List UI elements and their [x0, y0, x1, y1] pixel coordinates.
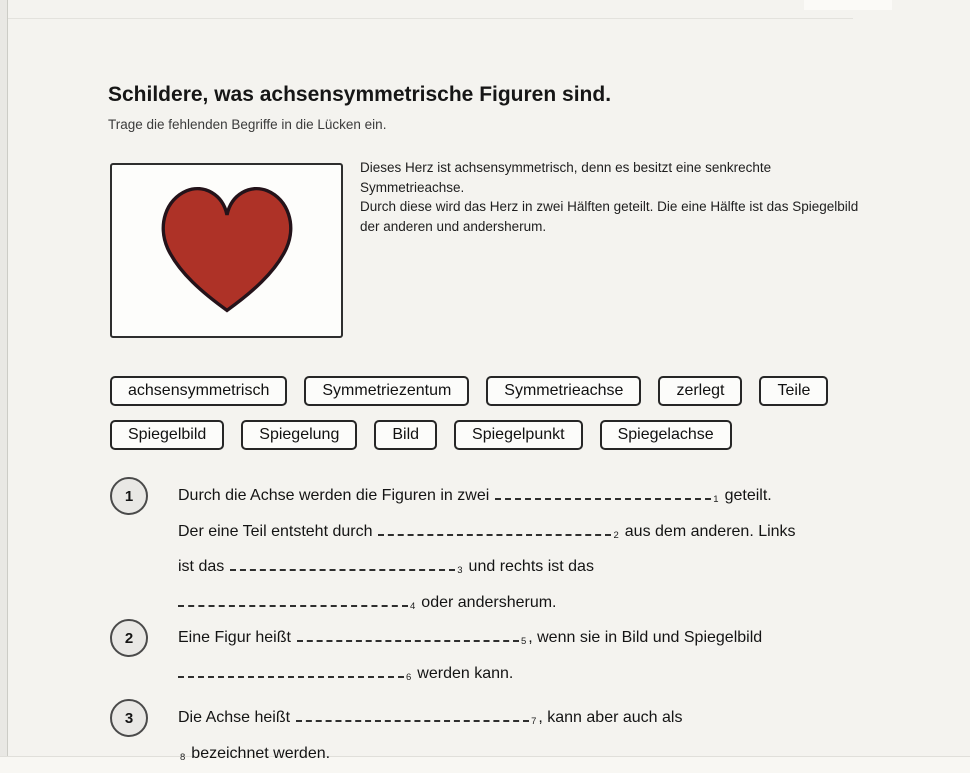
- exercise-3-text: [178, 699, 898, 773]
- word-chip-zerlegt[interactable]: zerlegt: [658, 376, 742, 406]
- blank-number: 7: [531, 716, 537, 727]
- exercise-text: Durch die Achse werden die Figuren in zwei: [178, 487, 490, 504]
- word-chip-spiegelpunkt[interactable]: Spiegelpunkt: [454, 420, 583, 450]
- exercise-text: ist das: [178, 558, 225, 575]
- exercise-text: geteilt.: [724, 487, 772, 504]
- blank-number: 4: [410, 600, 416, 612]
- exercise-1: [110, 477, 898, 622]
- blank-number: 3: [457, 565, 463, 576]
- blank-4[interactable]: [178, 594, 415, 611]
- exercise-2-number: 2: [110, 619, 148, 657]
- word-chip-achsensymmetrisch[interactable]: achsensymmetrisch: [110, 376, 287, 406]
- exercise-text: oder andersherum.: [421, 593, 557, 611]
- exercise-text: , kann aber auch als: [538, 709, 683, 726]
- exercise-text: bezeichnet werden.: [191, 744, 331, 762]
- blank-5[interactable]: [297, 629, 526, 646]
- blank-number: 8: [180, 751, 186, 763]
- blank-number: 1: [713, 494, 719, 505]
- word-chip-spiegelbild[interactable]: Spiegelbild: [110, 420, 224, 450]
- word-chip-spiegelachse[interactable]: Spiegelachse: [600, 420, 732, 450]
- word-chip-bild[interactable]: Bild: [374, 420, 437, 450]
- exercise-3-number: 3: [110, 699, 148, 737]
- exercise-text: , wenn sie in Bild und Spiegelbild: [528, 629, 763, 646]
- word-chip-spiegelung[interactable]: Spiegelung: [241, 420, 357, 450]
- exercise-text: Der eine Teil entsteht durch: [178, 522, 373, 540]
- exercise-3: [110, 699, 898, 773]
- exercise-text: Eine Figur heißt: [178, 629, 291, 646]
- blank-6[interactable]: [178, 665, 411, 682]
- word-chip-symmetriezentum[interactable]: Symmetriezentum: [304, 376, 469, 406]
- blank-7[interactable]: [296, 709, 536, 726]
- blank-number: 6: [406, 671, 412, 683]
- heart-image-frame: [110, 163, 343, 338]
- blank-number: 5: [520, 636, 527, 647]
- exercise-2-text: [178, 619, 898, 693]
- blank-8[interactable]: [178, 745, 185, 762]
- exercise-text: werden kann.: [417, 664, 514, 682]
- blank-number: 2: [613, 529, 619, 541]
- word-bank-row-1: [110, 376, 828, 406]
- exercise-text: Die Achse heißt: [178, 709, 291, 726]
- heart-shape: [163, 188, 290, 310]
- exercise-2: [110, 619, 898, 693]
- page-subtitle: Trage die fehlenden Begriffe in die Lücken ein.: [108, 117, 387, 132]
- blank-3[interactable]: [230, 558, 462, 575]
- intro-text: [360, 158, 872, 236]
- blank-2[interactable]: [378, 523, 618, 540]
- exercise-text: und rechts ist das: [468, 558, 594, 575]
- page-title: Schildere, was achsensymmetrische Figuren sind.: [108, 83, 612, 106]
- exercise-text: aus dem anderen. Links: [624, 522, 796, 540]
- word-chip-teile[interactable]: Teile: [759, 376, 828, 406]
- blank-1[interactable]: [495, 487, 718, 504]
- exercise-1-number: 1: [110, 477, 148, 515]
- exercise-1-text: [178, 477, 898, 622]
- word-bank-row-2: [110, 420, 732, 450]
- intro-paragraph-1: Dieses Herz ist achsensymmetrisch, denn es besitzt eine senkrechte Symmetrieachse.: [360, 160, 772, 195]
- heart-icon: [141, 175, 313, 327]
- intro-paragraph-2: Durch diese wird das Herz in zwei Hälften geteilt. Die eine Hälfte ist das Spiegelbild der anderen und andersherum.: [360, 199, 859, 234]
- word-chip-symmetrieachse[interactable]: Symmetrieachse: [486, 376, 641, 406]
